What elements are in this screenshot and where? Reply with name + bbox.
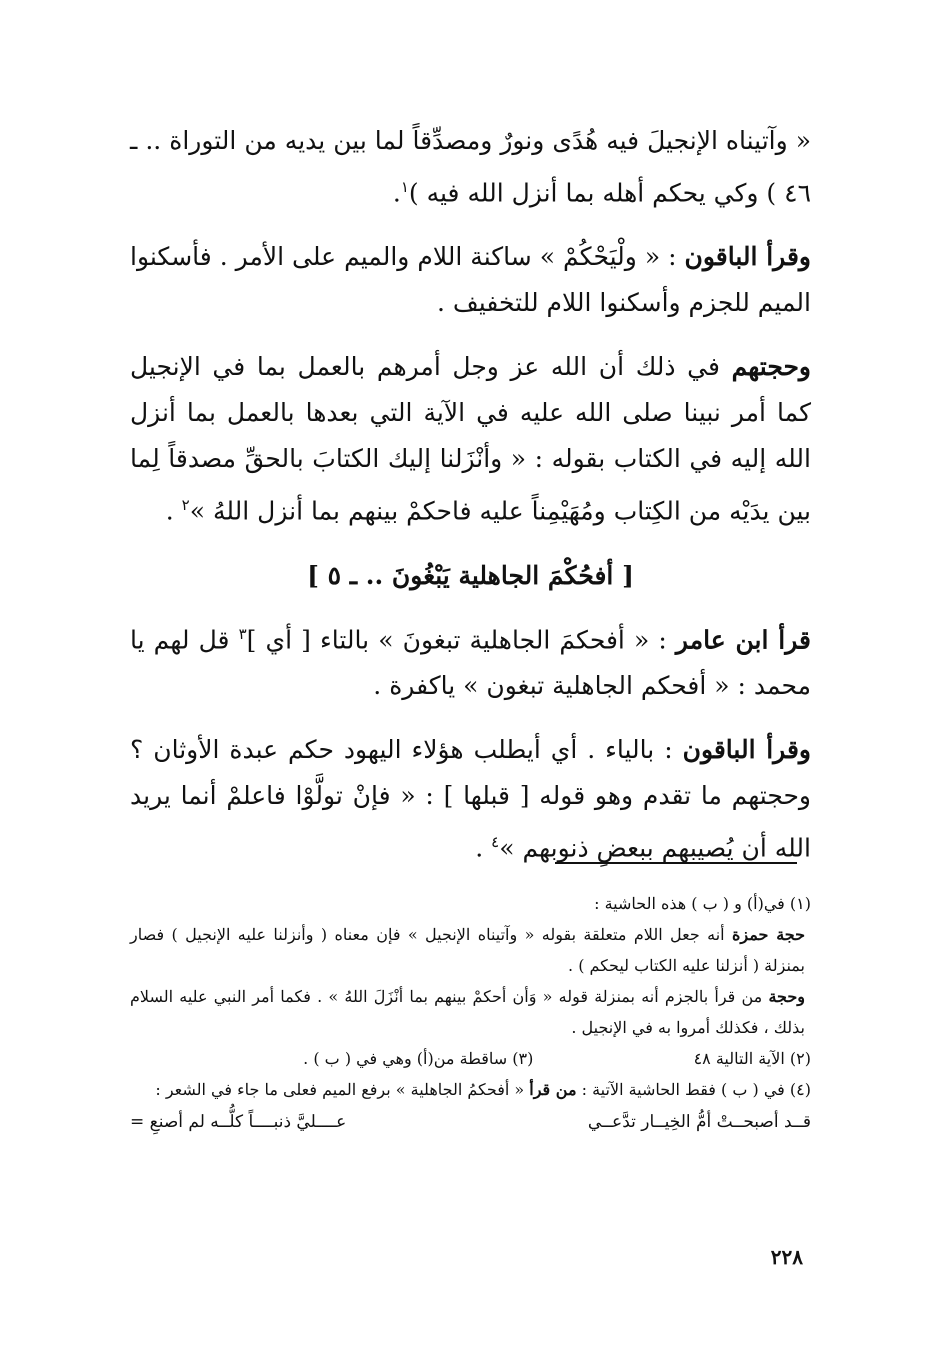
footnote-4: (٤) في ( ب ) فقط الحاشية الآتية : من قرأ « أفحكمُ الجاهلية » برفع الميم فعلى ما جاء في الشعر : bbox=[155, 1080, 811, 1099]
page-number: ٢٢٨ bbox=[770, 1245, 803, 1269]
paragraph-2 bbox=[130, 234, 811, 326]
paragraph-1: « وآتيناه الإنجيلَ فيه هُدًى ونورٌ ومصدِّقاً لما بين يديه من التوراة .. ـ ٤٦ ) وكي يحكم أهله بما أنزل الله فيه )$^١$. bbox=[130, 126, 811, 208]
footnote-ref-3: ٣ bbox=[238, 624, 247, 643]
footnote-label: من قرأ bbox=[529, 1080, 577, 1099]
footnote-2-3 bbox=[130, 1043, 811, 1074]
paragraph-3: وحجتهم في ذلك أن الله عز وجل أمرهم بالعمل بما في الإنجيل كما أمر نبينا صلى الله عليه في الآية التي بعدها بالعمل بما أنزل الله إليه في الكتاب بقوله : « وأنْزَلنا إليك الكتابَ بالحقِّ مصدقاً لِما بين يدَيْه من الكِتاب ومُهَيْمِناً عليه فاحكمْ بينهم بما أنزل اللهُ »$^٢$ . bbox=[130, 352, 811, 526]
verse-heading: [ أفحُكْمَ الجاهلية يَبْغُونَ .. ـ ٥ ] bbox=[307, 560, 634, 590]
poem-hemistich-right: قــد أصبحــتْ أمُّ الخِيــار تدَّعــي bbox=[587, 1112, 811, 1132]
reader-label: قرأ ابن عامر bbox=[675, 624, 811, 654]
paragraph-text: قل لهم يا محمد : « أفحكم الجاهلية تبغون » ياكفرة . bbox=[130, 624, 811, 700]
footnote-ref-2: ٢ bbox=[181, 496, 190, 515]
argument-label: وحجتهم bbox=[731, 352, 811, 382]
footnote-3: (٣) ساقطة من(أ) وهي في ( ب ) . bbox=[303, 1049, 534, 1068]
footnote-1-head: (١) في(أ) و ( ب ) هذه الحاشية : bbox=[594, 894, 811, 913]
footnote-label: وحجة bbox=[768, 987, 805, 1006]
reader-label: وقرأ الباقون bbox=[682, 734, 812, 764]
footnote-separator bbox=[555, 862, 797, 864]
footnote-2: (٢) الآية التالية ٤٨ bbox=[693, 1049, 811, 1068]
paragraph-text: في ذلك أن الله عز وجل أمرهم بالعمل بما في الإنجيل كما أمر نبينا صلى الله عليه في الآية التي بعدها بالعمل بما أنزل الله إليه في الكتاب بقوله : « وأنْزَلنا إليك الكتابَ بالحقِّ مصدقاً لِما بين يدَيْه من الكِتاب ومُهَيْمِناً عليه فاحكمْ بينهم بما أنزل اللهُ » bbox=[130, 352, 811, 526]
footnote-1-a: حجة حمزة أنه جعل اللام متعلقة بقوله « وآتيناه الإنجيل » فإن معناه ( وأنزلنا عليه الإنجيل ) فصار بمنزلة ( أنزلنا عليه الكتاب ليحكم ) . bbox=[130, 925, 805, 975]
footnote-ref-4: ٤ bbox=[491, 832, 500, 851]
paragraph-4 bbox=[130, 611, 811, 709]
main-text bbox=[130, 118, 811, 889]
quran-quote: « وآتيناه الإنجيلَ فيه هُدًى ونورٌ ومصدِّقاً لما بين يديه من التوراة .. ـ ٤٦ ) وكي يحكم أهله بما أنزل الله فيه ) bbox=[130, 126, 811, 208]
footnote-ref-1: ١ bbox=[400, 178, 409, 196]
poem-verse bbox=[130, 1107, 811, 1138]
footnote-1-b: وحجة من قرأ بالجزم أنه بمنزلة قوله « وَأن أحكمْ بينهم بما أنْزَلَ اللهُ » . فكما أمر النبي عليه السلام بذلك ، فكذلك أمروا به في الإنجيل . bbox=[130, 987, 805, 1037]
paragraph-text: : « أفحكمَ الجاهلية تبغونَ » بالتاء [ أي ] bbox=[246, 624, 676, 654]
paragraph-text: : « ولْيَحْكُمْ » ساكنة اللام والميم على الأمر . فأسكنوا الميم للجزم وأسكنوا اللام للتخفيف . bbox=[130, 242, 811, 318]
footnotes bbox=[130, 888, 811, 1138]
footnote-label: حجة حمزة bbox=[731, 925, 805, 944]
reader-label: وقرأ الباقون bbox=[684, 242, 811, 272]
paragraph-text: : بالياء . أي أيطلب هؤلاء اليهود حكم عبدة الأوثان ؟ وحجتهم ما تقدم وهو قوله [ قبلها ] : « فإنْ تولَّوْا فاعلمْ أنما يريد الله أن يُصيبهم ببعضِ ذنوبهم » bbox=[130, 734, 811, 863]
paragraph-5: وقرأ الباقون : بالياء . أي أيطلب هؤلاء اليهود حكم عبدة الأوثان ؟ وحجتهم ما تقدم وهو قوله [ قبلها ] : « فإنْ تولَّوْا فاعلمْ أنما يريد الله أن يُصيبهم ببعضِ ذنوبهم »$^٤$ . bbox=[130, 734, 812, 863]
poem-hemistich-left: عــــليَّ ذنبــــاً كلُّــه لم أصنعِ = bbox=[130, 1112, 347, 1132]
